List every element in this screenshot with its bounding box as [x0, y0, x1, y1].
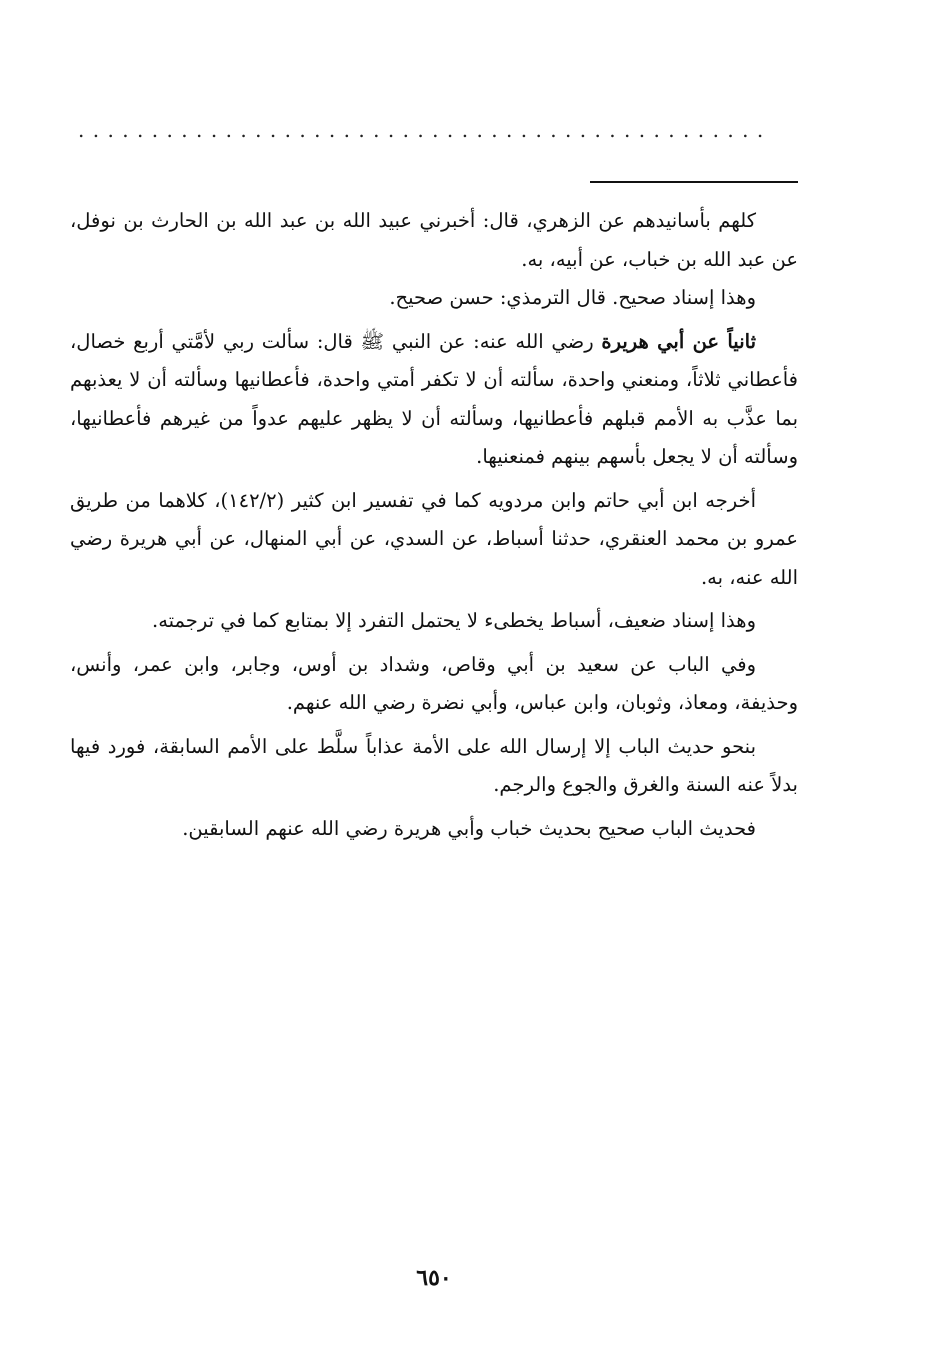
page-number: ٦٥٠ — [416, 1265, 452, 1291]
paragraph-body: رضي الله عنه: عن النبي ﷺ قال: سألت ربي لأمَّتي أربع خصال، فأعطاني ثلاثاً، ومنعني واحدة، سألته أن لا تكفر أمتي واحدة، فأعطانيها وسألته أن لا يعذبهم بما عذَّب به الأمم قبلهم فأعطانيها، وسألته أن لا يظهر عليهم عدواً من غيرهم فأعطانيها، وسألته أن لا يجعل بأسهم بينهم فمنعنيها. — [70, 329, 799, 468]
dotted-separator: ............................................... — [78, 120, 772, 140]
paragraph-grading-tirmidhi: وهذا إسناد صحيح. قال الترمذي: حسن صحيح. — [389, 286, 756, 309]
paragraph-takhrij: أخرجه ابن أبي حاتم وابن مردويه كما في تفسير ابن كثير (١٤٢/٢)، كلاهما من طريق عمرو بن محمد العنقري، حدثنا أسباط، عن السدي، عن أبي المنهال، عن أبي هريرة رضي الله عنه، به. — [70, 488, 798, 589]
paragraph-isnad: كلهم بأسانيدهم عن الزهري، قال: أخبرني عبيد الله بن عبد الله بن الحارث بن نوفل، عن عبد الله بن خباب، عن أبيه، به. — [70, 209, 798, 271]
paragraph-weak-isnad: وهذا إسناد ضعيف، أسباط يخطىء لا يحتمل التفرد إلا بمتابع كما في ترجمته. — [152, 609, 756, 632]
footnote-rule — [590, 181, 798, 183]
paragraph-comparison: بنحو حديث الباب إلا إرسال الله على الأمة عذاباً سلَّط على الأمم السابقة، فورد فيها بدلاً عنه السنة والغرق والجوع والرجم. — [70, 734, 798, 796]
footnote-text — [70, 202, 798, 848]
paragraph-related-narrators: وفي الباب عن سعيد بن أبي وقاص، وشداد بن أوس، وجابر، وابن عمر، وأنس، وحذيفة، ومعاذ، وثوبان، وابن عباس، وأبي نضرة رضي الله عنهم. — [70, 652, 798, 714]
paragraph-conclusion: فحديث الباب صحيح بحديث خباب وأبي هريرة رضي الله عنهم السابقين. — [182, 816, 756, 840]
paragraph-abu-hurayra-hadith — [70, 323, 798, 477]
paragraph-lead: ثانياً عن أبي هريرة — [601, 329, 756, 353]
